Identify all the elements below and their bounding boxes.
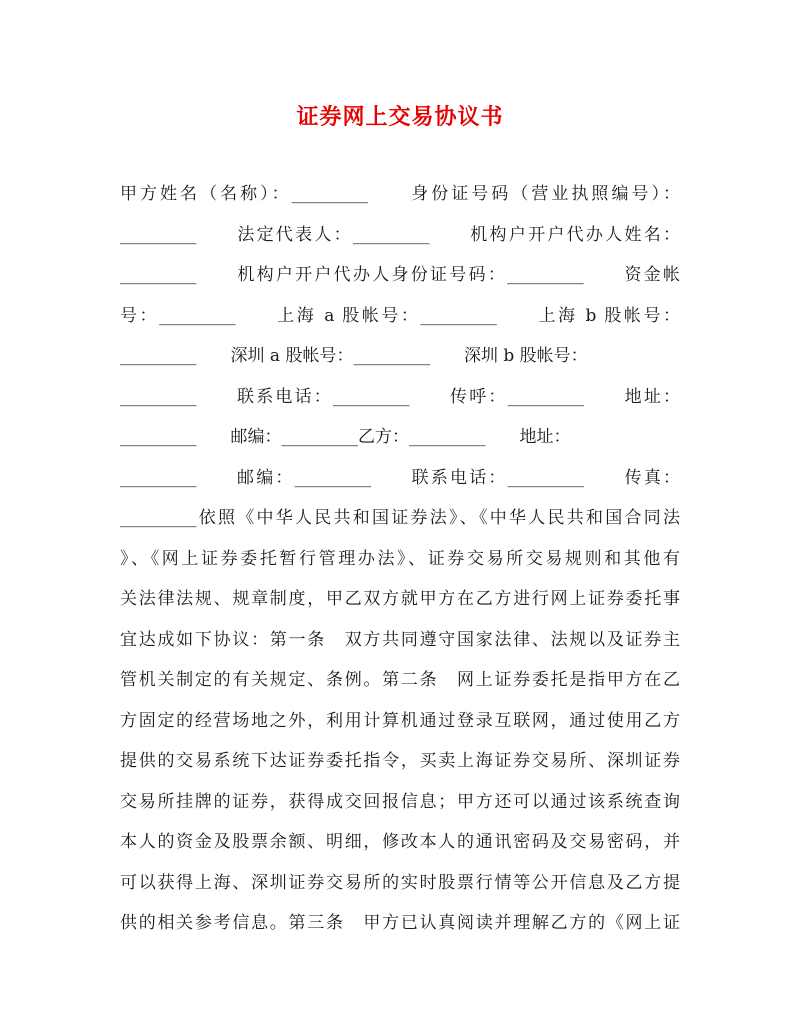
document-title: 证券网上交易协议书 xyxy=(296,104,504,130)
document-line: 方固定的经营场地之外，利用计算机通过登录互联网，通过使用乙方 xyxy=(120,710,680,731)
document-line: 宜达成如下协议：第一条 双方共同遵守国家法律、法规以及证券主 xyxy=(120,629,680,650)
document-line: 本人的资金及股票余额、明细，修改本人的通讯密码及交易密码，并 xyxy=(120,832,680,852)
document-line: 号：_________ 上海 a 股帐号：_________ 上海 b 股帐号： xyxy=(120,305,680,326)
document-body xyxy=(120,174,680,944)
document-line: 提供的交易系统下达证券委托指令，买卖上海证券交易所、深圳证券 xyxy=(120,751,680,771)
document-line: _________ 机构户开户代办人身份证号码：_________ 资金帐 xyxy=(120,265,680,285)
document-line: _________ 邮编：_________乙方：_________ 地址： xyxy=(120,427,571,447)
document-line: _________ 邮编：_________ 联系电话：_________ 传真： xyxy=(120,467,680,488)
document-line: 管机关制定的有关规定、条例。第二条 网上证券委托是指甲方在乙 xyxy=(120,670,680,690)
document-line: _________ 联系电话：_________ 传呼：_________ 地址： xyxy=(120,386,680,407)
document-line: 关法律法规、规章制度，甲乙双方就甲方在乙方进行网上证券委托事 xyxy=(120,589,680,609)
document-line: 》、《网上证券委托暂行管理办法》、证券交易所交易规则和其他有 xyxy=(120,548,680,569)
document-line: _________ 深圳 a 股帐号：_________ 深圳 b 股帐号： xyxy=(120,346,588,366)
document-line: 交易所挂牌的证券，获得成交回报信息；甲方还可以通过该系统查询 xyxy=(120,791,680,812)
document-line: _________依照《中华人民共和国证券法》、《中华人民共和国合同法 xyxy=(120,508,680,528)
document-line: _________ 法定代表人：_________ 机构户开户代办人姓名： xyxy=(120,224,680,245)
document-line: 供的相关参考信息。第三条 甲方已认真阅读并理解乙方的《网上证 xyxy=(120,913,680,933)
document-line: 甲方姓名（名称）：_________ 身份证号码（营业执照编号）： xyxy=(120,184,680,204)
document-line: 可以获得上海、深圳证券交易所的实时股票行情等公开信息及乙方提 xyxy=(120,872,680,893)
